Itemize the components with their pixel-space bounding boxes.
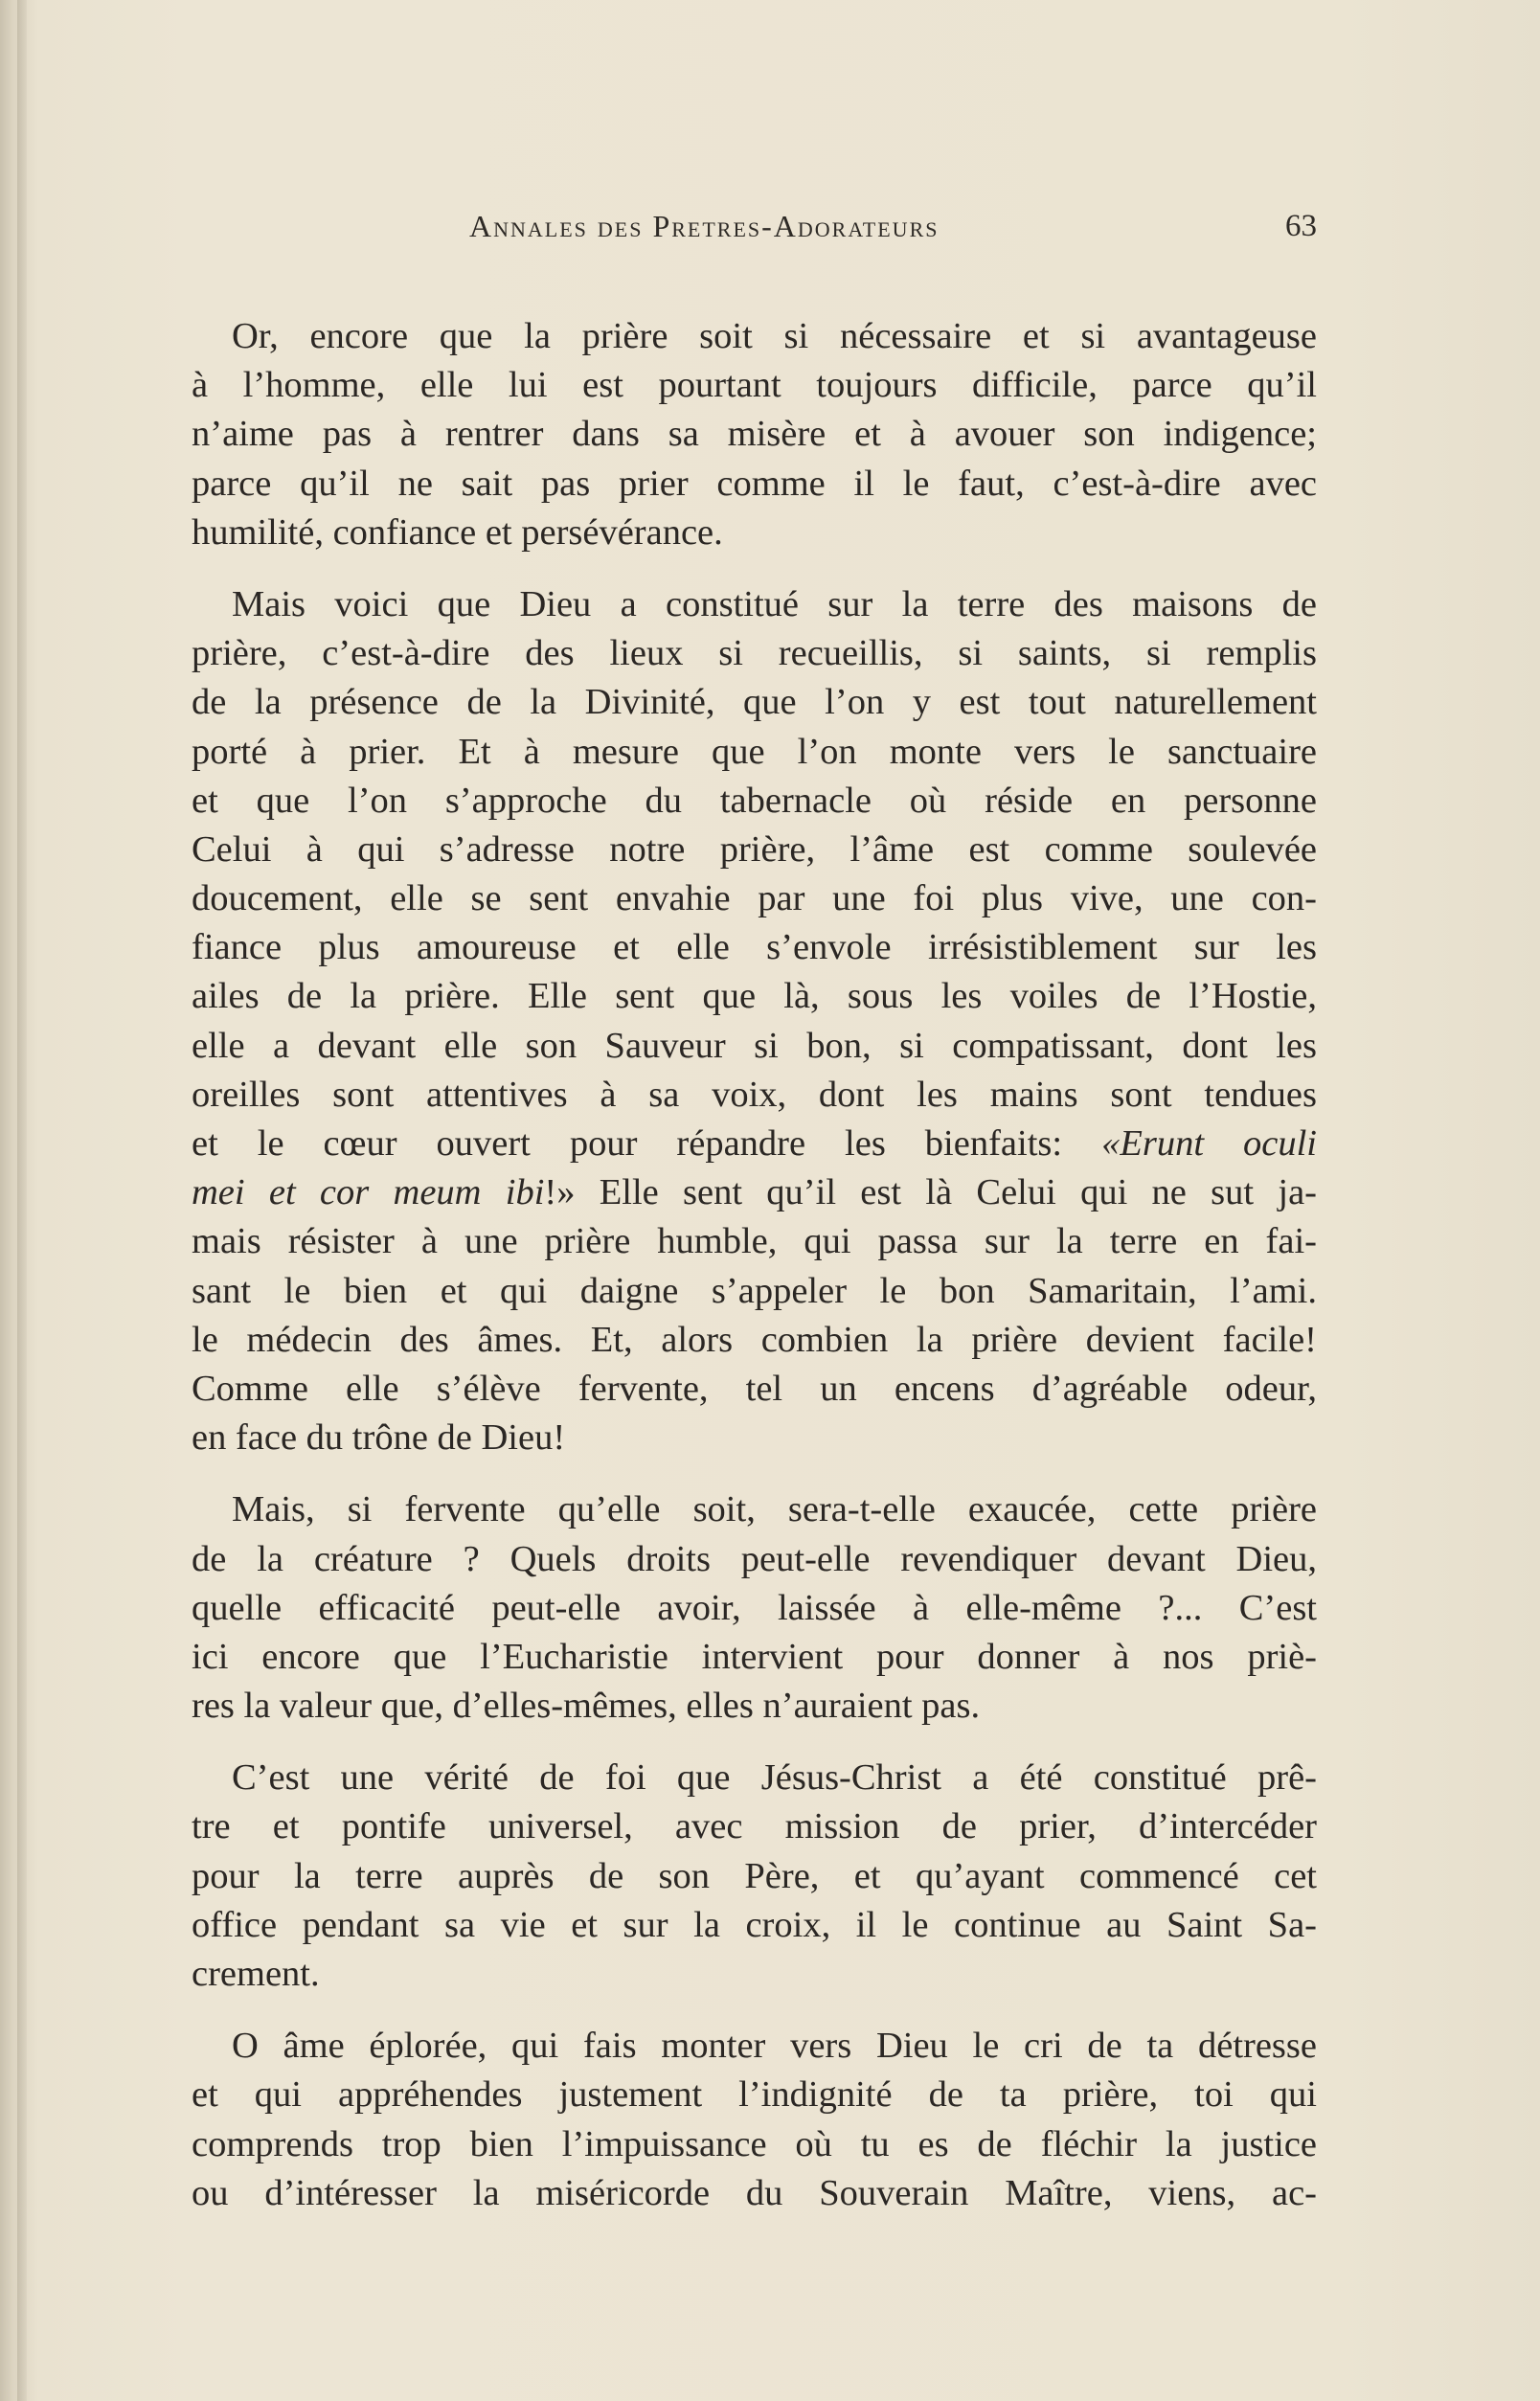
running-head: Annales des Pretres-Adorateurs — [469, 209, 940, 243]
text-line: comprends trop bien l’impuissance où tu es de fléchir la justice — [192, 2123, 1317, 2164]
text-line: parce qu’il ne sait pas prier comme il le faut, c’est-à-dire avec — [192, 463, 1317, 504]
latin-quote-open: «Erunt oculi — [1101, 1123, 1317, 1164]
text-line: C’est une vérité de foi que Jésus-Christ a été constitué prê- — [232, 1757, 1317, 1799]
paragraph-2 — [192, 580, 1317, 1462]
text-line-with-quote — [192, 1120, 1317, 1168]
text-line: porté à prier. Et à mesure que l’on monte vers le sanctuaire — [192, 731, 1317, 772]
text-line: Or, encore que la prière soit si nécessaire et si avantageuse — [232, 316, 1317, 356]
text-line: doucement, elle se sent envahie par une foi plus vive, une con- — [192, 878, 1317, 919]
text-line: crement. — [192, 1954, 320, 1994]
paragraph-4 — [192, 1754, 1317, 1999]
page-spine-shadow — [17, 0, 27, 2401]
text-line: le médecin des âmes. Et, alors combien la prière devient facile! — [192, 1319, 1317, 1360]
text-line: sant le bien et qui daigne s’appeler le bon Samaritain, l’ami. — [192, 1270, 1317, 1311]
text-line: elle a devant elle son Sauveur si bon, si compatissant, dont les — [192, 1025, 1317, 1066]
paragraph-1 — [192, 312, 1317, 557]
text-line: humilité, confiance et persévérance. — [192, 511, 723, 553]
text-line: ou d’intéresser la miséricorde du Souverain Maître, viens, ac- — [192, 2172, 1317, 2213]
body-text — [192, 312, 1317, 2241]
text-line: ailes de la prière. Elle sent que là, sous les voiles de l’Hostie, — [192, 976, 1317, 1017]
paragraph-5 — [192, 2022, 1317, 2218]
text-line: fiance plus amoureuse et elle s’envole irrésistiblement sur les — [192, 927, 1317, 968]
text-line: oreilles sont attentives à sa voix, dont les mains sont tendues — [192, 1074, 1317, 1115]
text-line: quelle efficacité peut-elle avoir, laissée à elle-même ?... C’est — [192, 1587, 1317, 1628]
text-line: Mais voici que Dieu a constitué sur la terre des maisons de — [232, 583, 1317, 624]
text-line: n’aime pas à rentrer dans sa misère et à avouer son indigence; — [192, 414, 1317, 455]
text-line: O âme éplorée, qui fais monter vers Dieu le cri de ta détresse — [232, 2026, 1317, 2067]
text-line: office pendant sa vie et sur la croix, il le continue au Saint Sa- — [192, 1904, 1317, 1945]
text-line-with-quote — [192, 1168, 1317, 1217]
text-segment: !» Elle sent qu’il est là Celui qui ne sut ja- — [544, 1172, 1317, 1213]
text-line: prière, c’est-à-dire des lieux si recueillis, si saints, si remplis — [192, 633, 1317, 674]
paragraph-3 — [192, 1485, 1317, 1731]
text-segment: et le cœur ouvert pour répandre les bienfaits: — [192, 1123, 1063, 1164]
page-number: 63 — [1285, 209, 1317, 243]
text-line: mais résister à une prière humble, qui passa sur la terre en fai- — [192, 1221, 1317, 1262]
text-line: ici encore que l’Eucharistie intervient pour donner à nos priè- — [192, 1636, 1317, 1677]
latin-quote-continued: mei et cor meum ibi — [192, 1172, 545, 1213]
text-line: et qui appréhendes justement l’indignité de ta prière, toi qui — [192, 2074, 1317, 2116]
text-line: Celui à qui s’adresse notre prière, l’âme est comme soulevée — [192, 828, 1317, 870]
text-line: de la créature ? Quels droits peut-elle revendiquer devant Dieu, — [192, 1538, 1317, 1579]
text-line: res la valeur que, d’elles-mêmes, elles n’auraient pas. — [192, 1686, 981, 1727]
text-line: Mais, si fervente qu’elle soit, sera-t-elle exaucée, cette prière — [232, 1489, 1317, 1530]
page-header — [192, 209, 1317, 251]
text-line: pour la terre auprès de son Père, et qu’ayant commencé cet — [192, 1855, 1317, 1896]
text-line: en face du trône de Dieu! — [192, 1417, 566, 1459]
text-line: tre et pontife universel, avec mission de prier, d’intercéder — [192, 1806, 1317, 1847]
text-line: à l’homme, elle lui est pourtant toujours difficile, parce qu’il — [192, 365, 1317, 406]
text-line: de la présence de la Divinité, que l’on y est tout naturellement — [192, 682, 1317, 723]
text-line: et que l’on s’approche du tabernacle où réside en personne — [192, 780, 1317, 821]
text-line: Comme elle s’élève fervente, tel un encens d’agréable odeur, — [192, 1368, 1317, 1409]
